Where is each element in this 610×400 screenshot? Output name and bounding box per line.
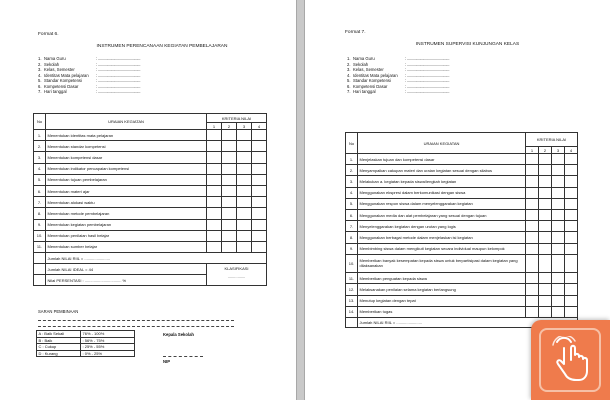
score-cell[interactable] xyxy=(222,241,237,252)
jumlah-riil: Jumlah NILAI RIIL = ....................... xyxy=(358,317,578,327)
score-header: 3 xyxy=(552,147,565,154)
identity-label: Kelas, Semester xyxy=(44,67,75,73)
score-cell[interactable] xyxy=(207,174,222,185)
identity-number: 3. xyxy=(347,67,351,73)
row-number: 5. xyxy=(346,198,358,209)
score-cell[interactable] xyxy=(237,141,252,152)
row-description: Menentukan kegiatan pembelajaran xyxy=(46,219,207,230)
row-description: Menyampaikan cakupan materi dan uraian kegiatan sesuai dengan silabus xyxy=(358,165,526,176)
score-cell[interactable] xyxy=(552,254,565,273)
score-cell[interactable] xyxy=(526,295,539,306)
row-number: 12. xyxy=(346,284,358,295)
score-cell[interactable] xyxy=(526,209,539,220)
klasifikasi-cell xyxy=(207,264,267,286)
identity-label: Identitas Mata pelajaran xyxy=(353,72,398,78)
score-cell[interactable] xyxy=(526,306,539,317)
score-cell[interactable] xyxy=(526,198,539,209)
legend-row xyxy=(37,350,135,357)
score-cell[interactable] xyxy=(539,176,552,187)
score-cell[interactable] xyxy=(526,187,539,198)
legend-range: : 0% - 25% xyxy=(81,350,135,357)
row-number: 1. xyxy=(346,154,358,165)
score-cell[interactable] xyxy=(552,232,565,243)
row-description: Menggunakan respon siswa dalam menyelenggarakan kegiatan xyxy=(358,198,526,209)
identity-label: Identitas Mata pelajaran xyxy=(44,72,89,78)
legend-grade: B : Baik xyxy=(37,337,81,344)
evaluation-table xyxy=(345,132,578,328)
row-description: Menentukan metode pembelajaran xyxy=(46,208,207,219)
score-cell[interactable] xyxy=(252,219,267,230)
col-uraian-header: URAIAN KEGIATAN xyxy=(46,114,207,130)
row-number: 9. xyxy=(346,243,358,254)
legend-range: : 56% - 75% xyxy=(81,337,135,344)
identity-value-field: : ............................................ xyxy=(405,67,450,73)
score-cell[interactable] xyxy=(565,221,578,232)
score-cell[interactable] xyxy=(565,284,578,295)
identity-label: Nama Guru xyxy=(353,56,375,62)
row-number: 3. xyxy=(346,176,358,187)
identity-row xyxy=(38,89,238,95)
identity-number: 1. xyxy=(38,56,42,62)
table-row xyxy=(34,230,267,241)
identity-value-field: : ............................................ xyxy=(405,61,450,67)
score-cell[interactable] xyxy=(565,306,578,317)
table-row xyxy=(34,152,267,163)
saran-line-1 xyxy=(38,320,234,321)
identity-label: Kelas, Semester xyxy=(353,67,384,73)
score-cell[interactable] xyxy=(552,221,565,232)
identity-row xyxy=(347,89,547,95)
score-cell[interactable] xyxy=(252,174,267,185)
score-cell[interactable] xyxy=(526,273,539,284)
identity-value-field: : ............................................ xyxy=(96,83,141,89)
score-cell[interactable] xyxy=(552,154,565,165)
score-cell[interactable] xyxy=(252,197,267,208)
identity-value-field: : ............................................ xyxy=(405,83,450,89)
identity-value-field: : ............................................ xyxy=(405,89,450,95)
saran-line-2 xyxy=(38,326,234,327)
col-no-header: No xyxy=(34,114,46,130)
identity-label: Hari tanggal xyxy=(44,89,67,95)
score-cell[interactable] xyxy=(207,230,222,241)
score-cell[interactable] xyxy=(222,130,237,141)
score-cell[interactable] xyxy=(565,273,578,284)
score-cell[interactable] xyxy=(252,230,267,241)
row-description: Membimbing siswa dalam mengikuti kegiatan secara individual maupun kelompok xyxy=(358,243,526,254)
row-description: Menentukan materi ajar xyxy=(46,185,207,196)
score-cell[interactable] xyxy=(207,241,222,252)
score-cell[interactable] xyxy=(207,152,222,163)
row-number: 2. xyxy=(346,165,358,176)
score-cell[interactable] xyxy=(539,284,552,295)
evaluation-table xyxy=(33,113,267,286)
score-header: 4 xyxy=(565,147,578,154)
score-cell[interactable] xyxy=(565,295,578,306)
score-cell[interactable] xyxy=(207,185,222,196)
identity-label: Standar Kompetensi xyxy=(44,78,82,84)
score-header: 2 xyxy=(222,123,237,130)
identity-number: 7. xyxy=(38,89,42,95)
score-cell[interactable] xyxy=(252,185,267,196)
score-cell[interactable] xyxy=(552,209,565,220)
format-label: Format 7. xyxy=(345,30,366,35)
score-cell[interactable] xyxy=(526,284,539,295)
row-description: Menentukan indikator pencapaian kompetensi xyxy=(46,163,207,174)
table-row xyxy=(34,241,267,252)
score-cell[interactable] xyxy=(565,154,578,165)
score-cell[interactable] xyxy=(552,295,565,306)
score-cell[interactable] xyxy=(222,219,237,230)
table-row xyxy=(34,163,267,174)
table-row xyxy=(346,273,578,284)
score-cell[interactable] xyxy=(565,165,578,176)
col-kriteria-header: KRITERIA NILAI xyxy=(207,114,267,123)
score-cell[interactable] xyxy=(526,243,539,254)
col-no-header: No xyxy=(346,133,358,154)
table-row xyxy=(346,221,578,232)
score-cell[interactable] xyxy=(207,163,222,174)
score-cell[interactable] xyxy=(565,254,578,273)
score-cell[interactable] xyxy=(539,254,552,273)
klasifikasi-dots: ................ xyxy=(227,274,246,280)
tap-hand-button[interactable] xyxy=(531,320,610,400)
score-cell[interactable] xyxy=(222,197,237,208)
score-header: 2 xyxy=(539,147,552,154)
row-number: 7. xyxy=(34,197,46,208)
table-row xyxy=(34,197,267,208)
row-number: 7. xyxy=(346,221,358,232)
score-cell[interactable] xyxy=(565,243,578,254)
page-title: INSTRUMEN PERENCANAAN KEGIATAN PEMBELAJARAN xyxy=(96,44,228,49)
klasifikasi-label: KLASIFIKASI xyxy=(224,266,249,272)
identity-list xyxy=(347,56,547,95)
row-number: 8. xyxy=(34,208,46,219)
identity-label: Kompetensi Dasar xyxy=(44,83,79,89)
identity-value-field: : ............................................ xyxy=(96,72,141,78)
score-cell[interactable] xyxy=(222,163,237,174)
tap-hand-icon xyxy=(551,336,591,382)
score-cell[interactable] xyxy=(552,176,565,187)
score-cell[interactable] xyxy=(552,273,565,284)
table-row xyxy=(346,187,578,198)
score-cell[interactable] xyxy=(539,243,552,254)
legend-row xyxy=(37,344,135,351)
identity-list xyxy=(38,56,238,95)
score-cell[interactable] xyxy=(237,163,252,174)
row-description: Menggunakan berbagai metode dalam menjelaskan isi kegiatan xyxy=(358,232,526,243)
row-description: Menentukan alokasi waktu xyxy=(46,197,207,208)
score-cell[interactable] xyxy=(237,219,252,230)
kepala-sekolah-label: Kepala Sekolah xyxy=(163,332,194,337)
identity-label: Sekolah xyxy=(353,61,369,67)
score-cell[interactable] xyxy=(252,141,267,152)
page-title: INSTRUMEN SUPERVISI KUNJUNGAN KELAS xyxy=(415,42,520,47)
table-row xyxy=(34,208,267,219)
legend-row xyxy=(37,337,135,344)
row-description: Memberikan banyak kesempatan kepada siswa untuk berpartisipasi dalam kegiatan yang dilaksanakan xyxy=(358,254,526,273)
legend-range: : 25% - 55% xyxy=(81,344,135,351)
row-number: 11. xyxy=(346,273,358,284)
score-cell[interactable] xyxy=(565,232,578,243)
score-cell[interactable] xyxy=(539,187,552,198)
identity-number: 6. xyxy=(38,83,42,89)
score-cell[interactable] xyxy=(539,306,552,317)
score-cell[interactable] xyxy=(222,208,237,219)
score-cell[interactable] xyxy=(237,208,252,219)
score-header: 1 xyxy=(207,123,222,130)
score-cell[interactable] xyxy=(539,198,552,209)
row-number: 1. xyxy=(34,130,46,141)
score-cell[interactable] xyxy=(237,185,252,196)
score-header: 1 xyxy=(526,147,539,154)
legend-grade: D : Kurang xyxy=(37,350,81,357)
score-cell[interactable] xyxy=(207,197,222,208)
score-cell[interactable] xyxy=(252,163,267,174)
score-cell[interactable] xyxy=(222,174,237,185)
row-number: 13. xyxy=(346,295,358,306)
score-cell[interactable] xyxy=(552,165,565,176)
score-cell[interactable] xyxy=(222,152,237,163)
score-cell[interactable] xyxy=(526,221,539,232)
page-gutter xyxy=(296,0,305,400)
classification-legend xyxy=(36,330,135,357)
score-cell[interactable] xyxy=(539,165,552,176)
row-number: 6. xyxy=(34,185,46,196)
score-cell[interactable] xyxy=(526,254,539,273)
identity-value-field: : ............................................ xyxy=(405,78,450,84)
score-cell[interactable] xyxy=(565,198,578,209)
score-cell[interactable] xyxy=(539,209,552,220)
row-number: 5. xyxy=(34,174,46,185)
table-row xyxy=(346,243,578,254)
table-row xyxy=(34,219,267,230)
row-number: 3. xyxy=(34,152,46,163)
identity-value-field: : ............................................ xyxy=(96,89,141,95)
identity-value-field: : ............................................ xyxy=(96,61,141,67)
table-row xyxy=(346,306,578,317)
row-description: Menyelenggarakan kegiatan dengan urutan yang logis xyxy=(358,221,526,232)
score-cell[interactable] xyxy=(539,232,552,243)
identity-value-field: : ............................................ xyxy=(96,67,141,73)
score-cell[interactable] xyxy=(222,185,237,196)
row-description: Menutup kegiatan dengan tepat xyxy=(358,295,526,306)
identity-number: 3. xyxy=(38,67,42,73)
table-row xyxy=(346,165,578,176)
identity-number: 5. xyxy=(38,78,42,84)
score-cell[interactable] xyxy=(526,232,539,243)
row-description: Menentukan kompetensi dasar xyxy=(46,152,207,163)
col-uraian-header: URAIAN KEGIATAN xyxy=(358,133,526,154)
identity-number: 5. xyxy=(347,78,351,84)
score-cell[interactable] xyxy=(252,152,267,163)
identity-value-field: : ............................................ xyxy=(405,56,450,62)
legend-row xyxy=(37,331,135,338)
identity-label: Sekolah xyxy=(44,61,60,67)
row-description: Melaksanakan penilaian selama kegiatan berlangsung xyxy=(358,284,526,295)
score-header: 4 xyxy=(252,123,267,130)
score-cell[interactable] xyxy=(222,141,237,152)
identity-label: Hari tanggal xyxy=(353,89,376,95)
score-header: 3 xyxy=(237,123,252,130)
score-cell[interactable] xyxy=(539,295,552,306)
identity-number: 4. xyxy=(347,72,351,78)
table-row xyxy=(34,141,267,152)
nilai-persentasi: Nilai PERSENTASI : ................................. % xyxy=(46,275,207,286)
identity-value-field: : ............................................ xyxy=(96,78,141,84)
table-row xyxy=(346,198,578,209)
score-cell[interactable] xyxy=(207,208,222,219)
row-description: Melakukan a. kegiatan kepada siswa/lengkah kegiatan xyxy=(358,176,526,187)
score-cell[interactable] xyxy=(565,187,578,198)
identity-label: Standar Kompetensi xyxy=(353,78,391,84)
row-number: 4. xyxy=(346,187,358,198)
score-cell[interactable] xyxy=(207,130,222,141)
document-page-format-6 xyxy=(0,0,296,400)
identity-number: 7. xyxy=(347,89,351,95)
saran-label: SARAN PEMBINAAN xyxy=(38,309,79,314)
table-row xyxy=(346,254,578,273)
row-number: 10. xyxy=(346,254,358,273)
row-number: 8. xyxy=(346,232,358,243)
score-cell[interactable] xyxy=(237,130,252,141)
row-description: Menentukan standar kompetensi xyxy=(46,141,207,152)
row-number: 10. xyxy=(34,230,46,241)
table-row xyxy=(34,185,267,196)
row-description: Menggunakan ekspresi dalam berkomunikasi dengan siswa xyxy=(358,187,526,198)
score-cell[interactable] xyxy=(552,284,565,295)
identity-label: Kompetensi Dasar xyxy=(353,83,388,89)
col-kriteria-header: KRITERIA NILAI xyxy=(526,133,578,147)
table-row xyxy=(34,174,267,185)
nip-label: NIP xyxy=(163,359,170,364)
identity-value-field: : ............................................ xyxy=(96,56,141,62)
row-number: 9. xyxy=(34,219,46,230)
row-number: 2. xyxy=(34,141,46,152)
identity-value-field: : ............................................ xyxy=(405,72,450,78)
score-cell[interactable] xyxy=(552,306,565,317)
score-cell[interactable] xyxy=(237,174,252,185)
identity-number: 6. xyxy=(347,83,351,89)
score-cell[interactable] xyxy=(539,221,552,232)
score-cell[interactable] xyxy=(207,141,222,152)
score-cell[interactable] xyxy=(237,152,252,163)
legend-range: 76% - 100% xyxy=(81,331,135,338)
table-row xyxy=(346,176,578,187)
table-row xyxy=(346,154,578,165)
table-row xyxy=(346,209,578,220)
score-cell[interactable] xyxy=(565,209,578,220)
score-cell[interactable] xyxy=(237,230,252,241)
score-cell[interactable] xyxy=(252,130,267,141)
identity-number: 2. xyxy=(38,61,42,67)
score-cell[interactable] xyxy=(207,219,222,230)
row-number: 6. xyxy=(346,209,358,220)
score-cell[interactable] xyxy=(252,241,267,252)
row-description: Memberikan penguatan kepada siswa xyxy=(358,273,526,284)
table-row xyxy=(346,284,578,295)
row-description: Menentukan sumber belajar xyxy=(46,241,207,252)
score-cell[interactable] xyxy=(526,165,539,176)
score-cell[interactable] xyxy=(252,208,267,219)
score-cell[interactable] xyxy=(539,154,552,165)
row-description: Menentukan tujuan pembelajaran xyxy=(46,174,207,185)
score-cell[interactable] xyxy=(526,176,539,187)
identity-number: 1. xyxy=(347,56,351,62)
row-description: Menentukan penilaian hasil belajar xyxy=(46,230,207,241)
row-description: Menjelaskan tujuan dan kompetensi dasar xyxy=(358,154,526,165)
score-cell[interactable] xyxy=(552,243,565,254)
jumlah-ideal: Jumlah NILAI IDEAL = 44 xyxy=(46,264,207,275)
score-cell[interactable] xyxy=(539,273,552,284)
score-cell[interactable] xyxy=(526,154,539,165)
identity-label: Nama Guru xyxy=(44,56,66,62)
jumlah-riil: Jumlah NILAI RIIL = ....................... xyxy=(46,253,267,264)
signature-line xyxy=(163,356,203,357)
legend-grade: A : Baik Sekali xyxy=(37,331,81,338)
score-cell[interactable] xyxy=(222,230,237,241)
score-cell[interactable] xyxy=(552,198,565,209)
table-row xyxy=(346,295,578,306)
row-number: 4. xyxy=(34,163,46,174)
score-cell[interactable] xyxy=(552,187,565,198)
identity-number: 4. xyxy=(38,72,42,78)
score-cell[interactable] xyxy=(237,241,252,252)
row-description: Menggunakan media dan alat pembelajaran yang sesuai dengan tujuan xyxy=(358,209,526,220)
score-cell[interactable] xyxy=(237,197,252,208)
table-row xyxy=(346,232,578,243)
row-description: Menentukan identitas mata pelajaran xyxy=(46,130,207,141)
row-number: 11. xyxy=(34,241,46,252)
identity-number: 2. xyxy=(347,61,351,67)
score-cell[interactable] xyxy=(565,176,578,187)
legend-grade: C : Cukup xyxy=(37,344,81,351)
row-number: 14. xyxy=(346,306,358,317)
format-label: Format 6. xyxy=(38,32,59,37)
table-row xyxy=(34,130,267,141)
row-description: Memberikan tugas xyxy=(358,306,526,317)
